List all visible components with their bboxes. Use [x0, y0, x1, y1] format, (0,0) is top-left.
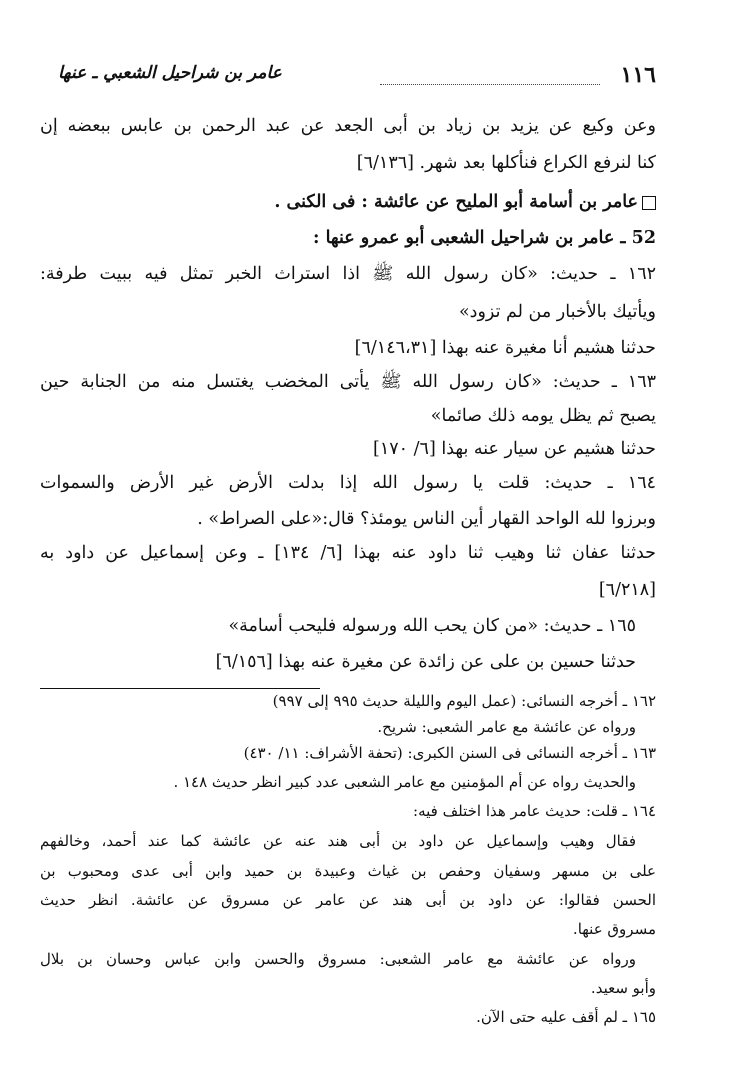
footnote-separator [40, 688, 320, 689]
hadith-line: يصبح ثم يظل يومه ذلك صائما» [430, 406, 656, 426]
hadith-line: ١٦٥ ـ حديث: «من كان يحب الله ورسوله فليحب أسامة» [228, 616, 636, 636]
page-header [40, 60, 656, 92]
hadith-line: ١٦٤ ـ حديث: قلت يا رسول الله إذا بدلت الأرض غير الأرض والسموات [40, 473, 656, 493]
body-line: وعن وكيع عن يزيد بن زياد بن أبى الجعد عن عبد الرحمن بن عابس ببعضه إن [40, 116, 656, 136]
footnote-line: وأبو سعيد. [590, 979, 656, 997]
page-number: ١١٦ [620, 62, 656, 88]
isnad-line: حدثنا هشيم أنا مغيرة عنه بهذا [٦/١٤٦،٣١] [354, 338, 656, 358]
isnad-line: [٦/٢١٨] [598, 580, 656, 600]
footnote-line: فقال وهيب وإسماعيل عن داود بن أبى هند عنه عن عائشة كما عند أحمد، وخالفهم [40, 832, 636, 850]
footnote-line: والحديث رواه عن أم المؤمنين مع عامر الشعبى عدد كبير انظر حديث ١٤٨ . [173, 773, 636, 791]
running-title: عامر بن شراحيل الشعبي ـ عنها [58, 63, 282, 83]
footnote-line: ١٦٤ ـ قلت: حديث عامر هذا اختلف فيه: [413, 802, 656, 820]
footnote-line: الحسن فقالوا: عن داود بن أبى هند عن عامر عن مسروق عن عائشة. انظر حديث [40, 891, 656, 909]
narrator-entry-text: عامر بن أسامة أبو المليح عن عائشة : فى الكنى . [274, 192, 638, 212]
footnote-line: مسروق عنها. [572, 920, 656, 938]
checkbox-square-icon [642, 196, 656, 210]
section-heading: 52 ـ عامر بن شراحيل الشعبى أبو عمرو عنها : [313, 228, 656, 248]
footnote-line: ١٦٥ ـ لم أقف عليه حتى الآن. [476, 1008, 656, 1026]
narrator-entry [40, 194, 656, 212]
header-dotted-rule [380, 84, 600, 85]
footnote-line: ١٦٢ ـ أخرجه النسائى: (عمل اليوم والليلة حديث ٩٩٥ إلى ٩٩٧) [272, 692, 656, 710]
footnote-line: ١٦٣ ـ أخرجه النسائى فى السنن الكبرى: (تحفة الأشراف: ١١/ ٤٣٠) [243, 744, 656, 762]
footnote-line: ورواه عن عائشة مع عامر الشعبى: شريح. [377, 718, 636, 736]
body-line: كنا لنرفع الكراع فنأكلها بعد شهر. [٦/١٣٦] [356, 153, 656, 173]
footnote-line: ورواه عن عائشة مع عامر الشعبى: مسروق والحسن وابن عباس وحسان بن بلال [40, 950, 636, 968]
isnad-line: حدثنا هشيم عن سيار عنه بهذا [٦/ ١٧٠] [373, 439, 656, 459]
hadith-line: ويأتيك بالأخبار من لم تزود» [458, 302, 656, 322]
footnote-line: على بن مسهر وسفيان وحفص بن غياث وعبيدة بن حميد وابن أبى عدى ومحبوب بن [40, 862, 656, 880]
isnad-line: حدثنا عفان ثنا وهيب ثنا داود عنه بهذا [٦/ ١٣٤] ـ وعن إسماعيل عن داود به [40, 543, 656, 563]
hadith-line: وبرزوا لله الواحد القهار أين الناس يومئذ؟ قال:«على الصراط» . [197, 509, 656, 529]
hadith-line: ١٦٢ ـ حديث: «كان رسول الله ﷺ اذا استراث الخبر تمثل فيه ببيت طرفة: [40, 264, 656, 284]
isnad-line: حدثنا حسين بن على عن زائدة عن مغيرة عنه بهذا [٦/١٥٦] [215, 652, 636, 672]
hadith-line: ١٦٣ ـ حديث: «كان رسول الله ﷺ يأتى المخضب يغتسل منه من الجنابة حين [40, 372, 656, 392]
book-page [40, 0, 656, 1092]
